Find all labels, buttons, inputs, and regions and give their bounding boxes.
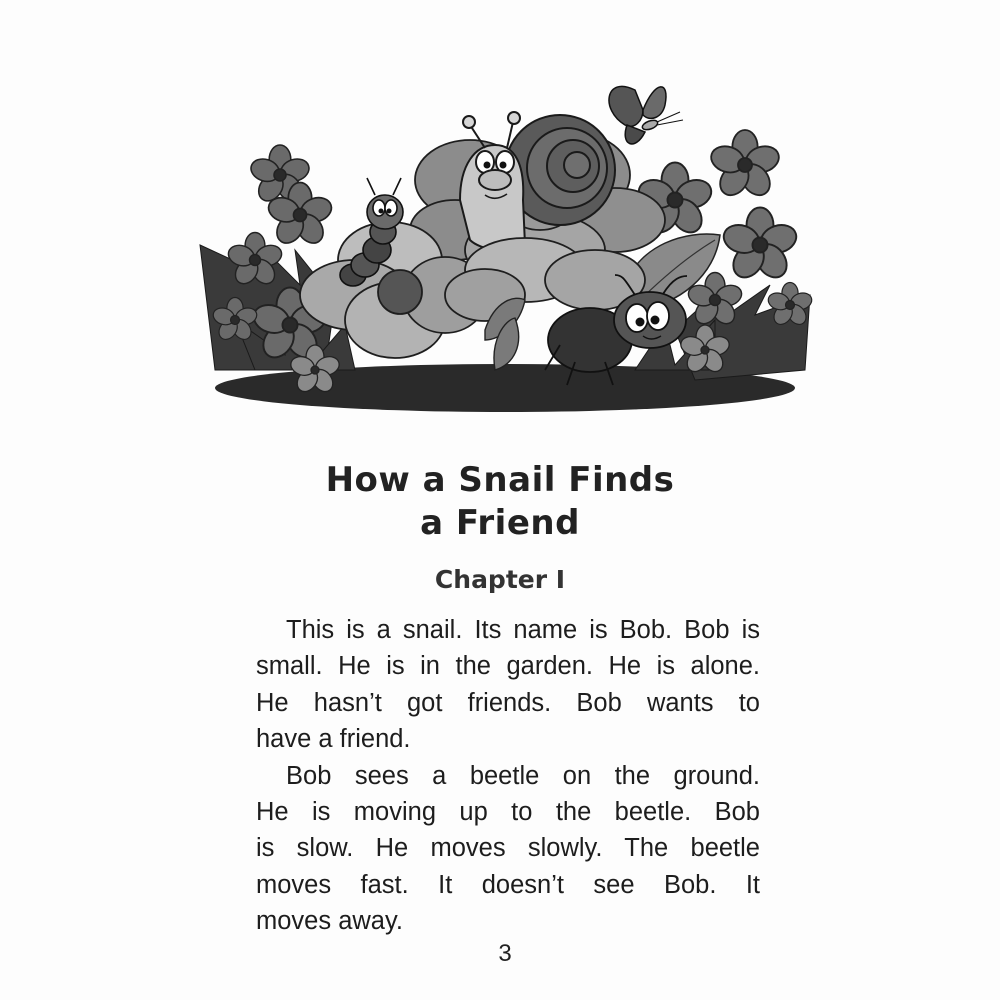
text-line: moves away. (256, 907, 403, 936)
flower-icon (211, 145, 335, 363)
text-line: moves fast. It doesn’t see Bob. It (256, 870, 760, 899)
text-line: is slow. He moves slowly. The beetle (256, 834, 760, 863)
story-title-line-2: a Friend (420, 503, 580, 543)
garden-illustration (195, 70, 815, 415)
text-line: This is a snail. Its name is Bob. Bob is (286, 616, 760, 644)
text-line: He hasn’t got friends. Bob wants to (256, 688, 760, 717)
paragraph (256, 612, 760, 758)
text-line: He is moving up to the beetle. Bob (256, 797, 760, 826)
text-line: small. He is in the garden. He is alone. (256, 652, 760, 681)
text-line: Bob sees a beetle on the ground. (286, 761, 760, 790)
text-line: have a friend. (256, 725, 411, 754)
paragraph (256, 758, 760, 940)
butterfly-icon (609, 86, 683, 144)
page-number: 3 (498, 940, 512, 967)
story-title-line-1: How a Snail Finds (325, 460, 675, 500)
chapter-heading: Chapter I (434, 565, 566, 594)
story-text (256, 612, 760, 940)
